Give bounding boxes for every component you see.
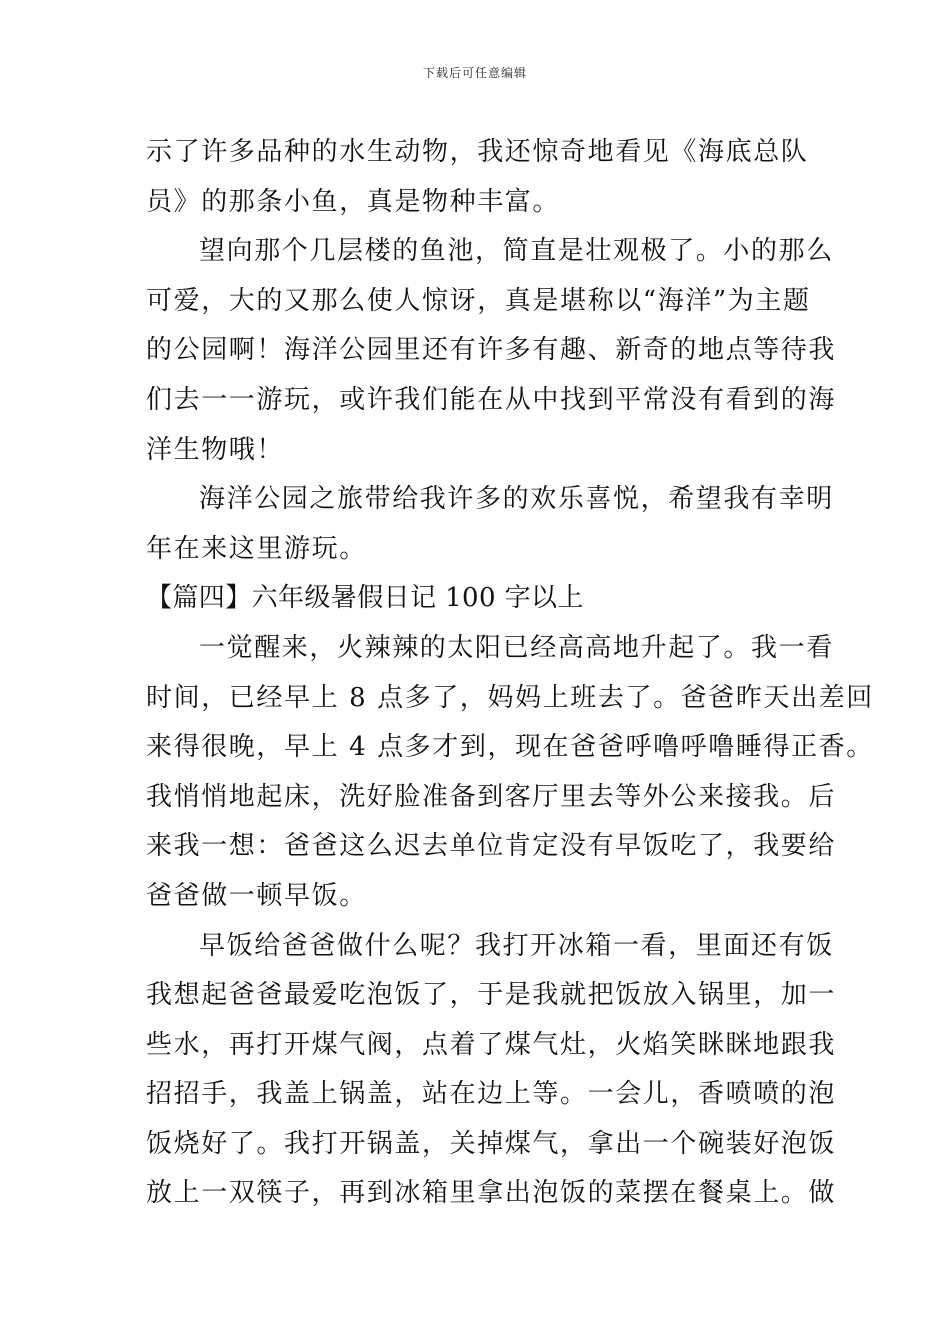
- text-line: 望向那个几层楼的鱼池，简直是壮观极了。小的那么: [199, 236, 834, 267]
- text-line: 爸爸做一顿早饭。: [146, 880, 367, 911]
- text-line: 员》的那条小鱼，真是物种丰富。: [146, 186, 561, 217]
- page-header: 下载后可任意编辑: [422, 66, 527, 80]
- document-body: [146, 128, 874, 1219]
- text-line: 招招手，我盖上锅盖，站在边上等。一会儿，香喷喷的泡: [146, 1079, 837, 1110]
- text-line: 可爱，大的又那么使人惊讶，真是堪称以“海洋”为主题: [146, 285, 811, 316]
- text-line: 些水，再打开煤气阀，点着了煤气灶，火焰笑眯眯地跟我: [146, 1029, 837, 1060]
- text-line: 饭烧好了。我打开锅盖，关掉煤气，拿出一个碗装好泡饭: [146, 1128, 837, 1159]
- text-line: 的公园啊！海洋公园里还有许多有趣、新奇的地点等待我: [146, 335, 837, 366]
- text-line: 洋生物哦！: [146, 434, 285, 465]
- text-line: 年在来这里游玩。: [146, 533, 367, 564]
- text-line: 早饭给爸爸做什么呢？我打开冰箱一看，里面还有饭: [199, 930, 834, 961]
- text-line: 们去一一游玩，或许我们能在从中找到平常没有看到的海: [146, 384, 837, 415]
- text-line: 我想起爸爸最爱吃泡饭了，于是我就把饭放入锅里，加一: [146, 980, 837, 1011]
- text-line: 我悄悄地起床，洗好脸准备到客厅里去等外公来接我。后: [146, 781, 837, 812]
- text-line: 一觉醒来，火辣辣的太阳已经高高地升起了。我一看: [199, 632, 834, 663]
- text-line: 时间，已经早上 8 点多了，妈妈上班去了。爸爸昨天出差回: [146, 682, 874, 713]
- section-heading: 【篇四】六年级暑假日记 100 字以上: [146, 583, 584, 614]
- text-line: 来得很晚，早上 4 点多才到，现在爸爸呼噜呼噜睡得正香。: [146, 732, 874, 763]
- text-line: 来我一想：爸爸这么迟去单位肯定没有早饭吃了，我要给: [146, 831, 837, 862]
- text-line: 海洋公园之旅带给我许多的欢乐喜悦，希望我有幸明: [199, 484, 834, 515]
- text-line: 示了许多品种的水生动物，我还惊奇地看见《海底总队: [146, 137, 809, 167]
- text-line: 放上一双筷子，再到冰箱里拿出泡饭的菜摆在餐桌上。做: [146, 1178, 837, 1209]
